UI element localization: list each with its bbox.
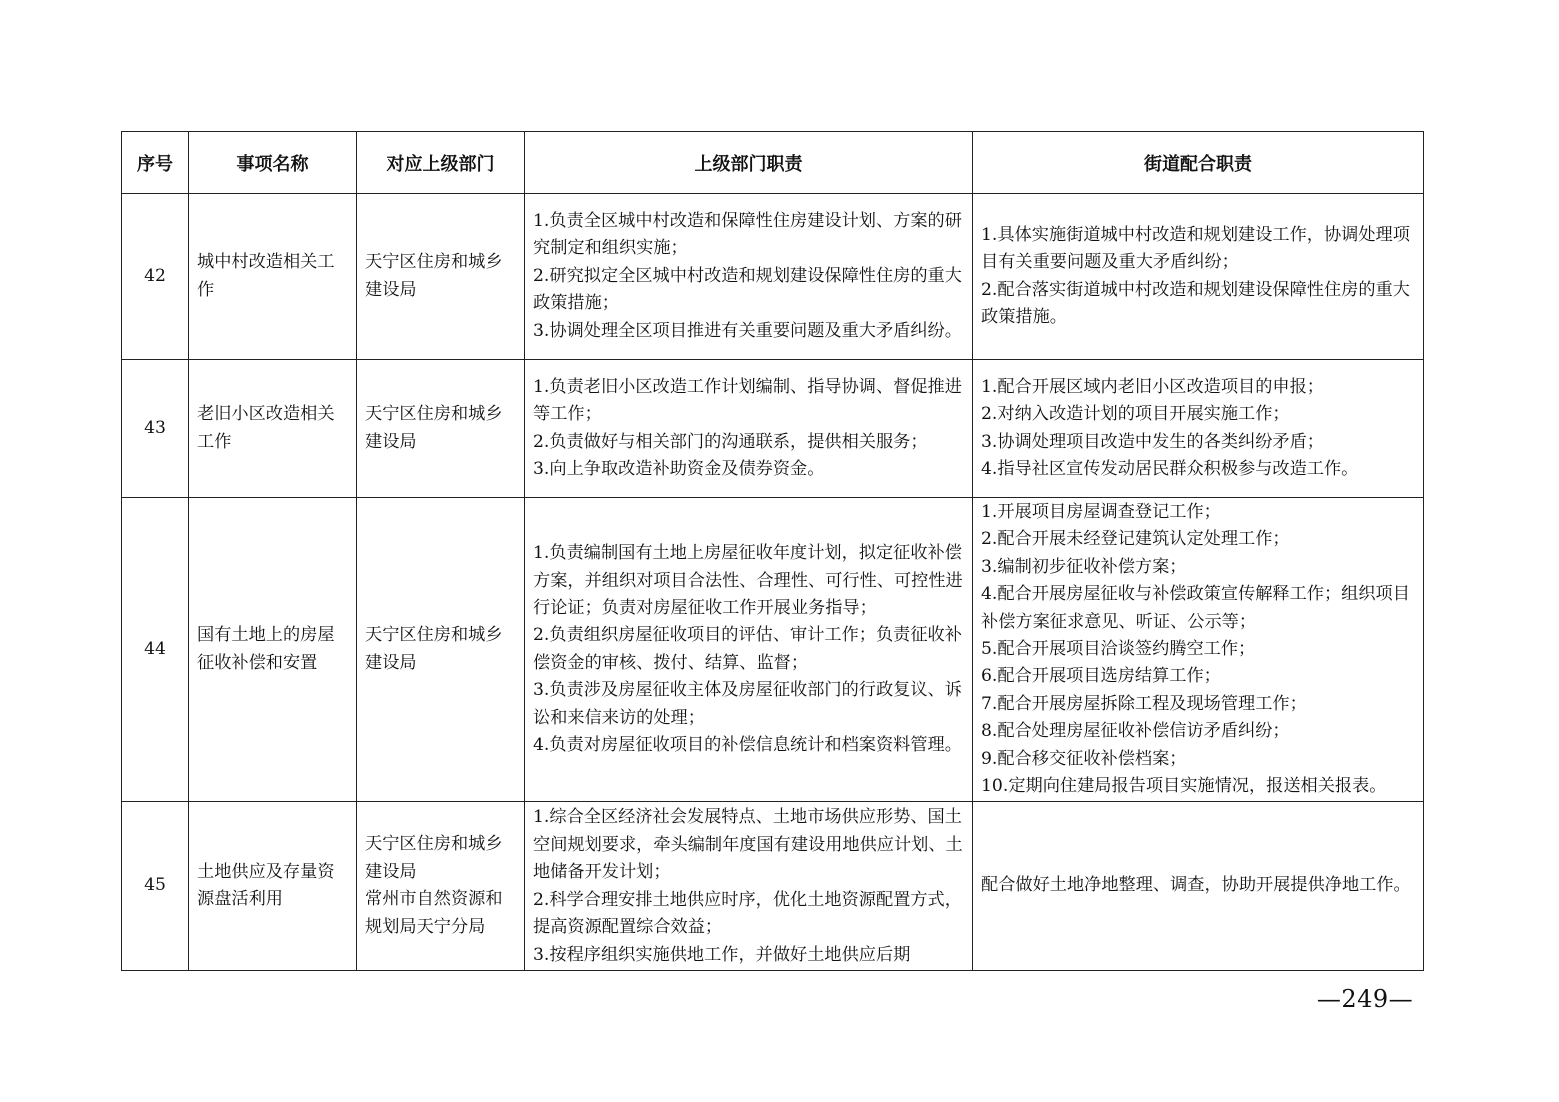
duty-item: 2.配合落实街道城中村改造和规划建设保障性住房的重大政策措施。 xyxy=(981,279,1410,327)
row-upper-duties xyxy=(525,498,973,802)
row-upper-duties xyxy=(525,194,973,360)
duty-item: 3.向上争取改造补助资金及债券资金。 xyxy=(533,458,825,479)
row-department xyxy=(357,498,525,802)
header-upper-department: 对应上级部门 xyxy=(357,132,525,194)
duty-item: 1.负责编制国有土地上房屋征收年度计划，拟定征收补偿方案，并组织对项目合法性、合理性、可行性、可控性进行论证；负责对房屋征收工作开展业务指导； xyxy=(533,543,963,618)
duty-item: 3.负责涉及房屋征收主体及房屋征收部门的行政复议、诉讼和来信来访的处理； xyxy=(533,680,962,728)
duty-item: 配合做好土地净地整理、调查，协助开展提供净地工作。 xyxy=(981,875,1411,896)
row-upper-duties xyxy=(525,360,973,498)
department-name: 天宁区住房和城乡建设局 xyxy=(365,834,503,882)
row-street-duties xyxy=(973,194,1424,360)
duty-item: 2.负责做好与相关部门的沟通联系，提供相关服务； xyxy=(533,431,928,452)
row-upper-duties xyxy=(525,802,973,970)
duty-item: 1.配合开展区域内老旧小区改造项目的申报； xyxy=(981,376,1324,397)
row-serial: 45 xyxy=(122,802,189,970)
duty-item: 1.负责全区城中村改造和保障性住房建设计划、方案的研究制定和组织实施； xyxy=(533,210,962,259)
header-street-duties: 街道配合职责 xyxy=(973,132,1424,194)
department-name: 天宁区住房和城乡建设局 xyxy=(365,252,503,300)
duty-item: 7.配合开展房屋拆除工程及现场管理工作； xyxy=(981,693,1307,714)
duty-item: 1.负责老旧小区改造工作计划编制、指导协调、督促推进等工作； xyxy=(533,376,962,425)
row-serial: 42 xyxy=(122,194,189,360)
table-row xyxy=(122,802,1424,970)
row-serial: 44 xyxy=(122,498,189,802)
duty-item: 4.负责对房屋征收项目的补偿信息统计和档案资料管理。 xyxy=(533,734,962,755)
table-row xyxy=(122,194,1424,360)
department-name: 常州市自然资源和规划局天宁分局 xyxy=(365,889,503,937)
table-row xyxy=(122,498,1424,802)
duty-item: 8.配合处理房屋征收补偿信访矛盾纠纷； xyxy=(981,721,1290,742)
header-item-name: 事项名称 xyxy=(189,132,357,194)
row-item-name: 老旧小区改造相关工作 xyxy=(189,360,357,498)
duty-item: 3.按程序组织实施供地工作，并做好土地供应后期 xyxy=(533,944,911,965)
row-serial: 43 xyxy=(122,360,189,498)
row-item-name: 国有土地上的房屋征收补偿和安置 xyxy=(189,498,357,802)
duty-item: 3.协调处理项目改造中发生的各类纠纷矛盾； xyxy=(981,431,1324,452)
page-number: —249— xyxy=(1316,985,1414,1013)
header-upper-duties: 上级部门职责 xyxy=(525,132,973,194)
duty-item: 9.配合移交征收补偿档案； xyxy=(981,748,1187,769)
duty-item: 2.科学合理安排土地供应时序，优化土地资源配置方式，提高资源配置综合效益； xyxy=(533,889,962,938)
table-header-row xyxy=(122,132,1424,194)
duty-item: 10.定期向住建局报告项目实施情况，报送相关报表。 xyxy=(981,776,1387,797)
row-item-name: 城中村改造相关工作 xyxy=(189,194,357,360)
department-name: 天宁区住房和城乡建设局 xyxy=(365,404,503,452)
duty-item: 1.综合全区经济社会发展特点、土地市场供应形势、国土空间规划要求，牵头编制年度国有建设用地供应计划、土地储备开发计划； xyxy=(533,807,963,883)
duty-item: 4.配合开展房屋征收与补偿政策宣传解释工作；组织项目补偿方案征求意见、听证、公示等； xyxy=(981,584,1410,632)
duty-item: 1.具体实施街道城中村改造和规划建设工作，协调处理项目有关重要问题及重大矛盾纠纷； xyxy=(981,224,1410,273)
duty-item: 2.负责组织房屋征收项目的评估、审计工作；负责征收补偿资金的审核、拨付、结算、监督； xyxy=(533,625,962,673)
duty-item: 3.协调处理全区项目推进有关重要问题及重大矛盾纠纷。 xyxy=(533,320,962,341)
duty-item: 5.配合开展项目洽谈签约腾空工作； xyxy=(981,639,1256,660)
row-department xyxy=(357,360,525,498)
responsibility-table xyxy=(121,131,1424,971)
duty-item: 4.指导社区宣传发动居民群众积极参与改造工作。 xyxy=(981,458,1359,479)
row-street-duties xyxy=(973,360,1424,498)
duty-item: 3.编制初步征收补偿方案； xyxy=(981,556,1187,577)
duty-item: 1.开展项目房屋调查登记工作； xyxy=(981,502,1221,522)
header-serial: 序号 xyxy=(122,132,189,194)
duty-item: 2.配合开展未经登记建筑认定处理工作； xyxy=(981,529,1290,550)
department-name: 天宁区住房和城乡建设局 xyxy=(365,625,503,673)
duty-item: 6.配合开展项目选房结算工作； xyxy=(981,666,1221,687)
row-department xyxy=(357,802,525,970)
row-item-name: 土地供应及存量资源盘活利用 xyxy=(189,802,357,970)
duty-item: 2.研究拟定全区城中村改造和规划建设保障性住房的重大政策措施； xyxy=(533,265,962,314)
row-street-duties xyxy=(973,802,1424,970)
row-department xyxy=(357,194,525,360)
table-row xyxy=(122,360,1424,498)
duty-item: 2.对纳入改造计划的项目开展实施工作； xyxy=(981,404,1290,425)
row-street-duties xyxy=(973,498,1424,802)
